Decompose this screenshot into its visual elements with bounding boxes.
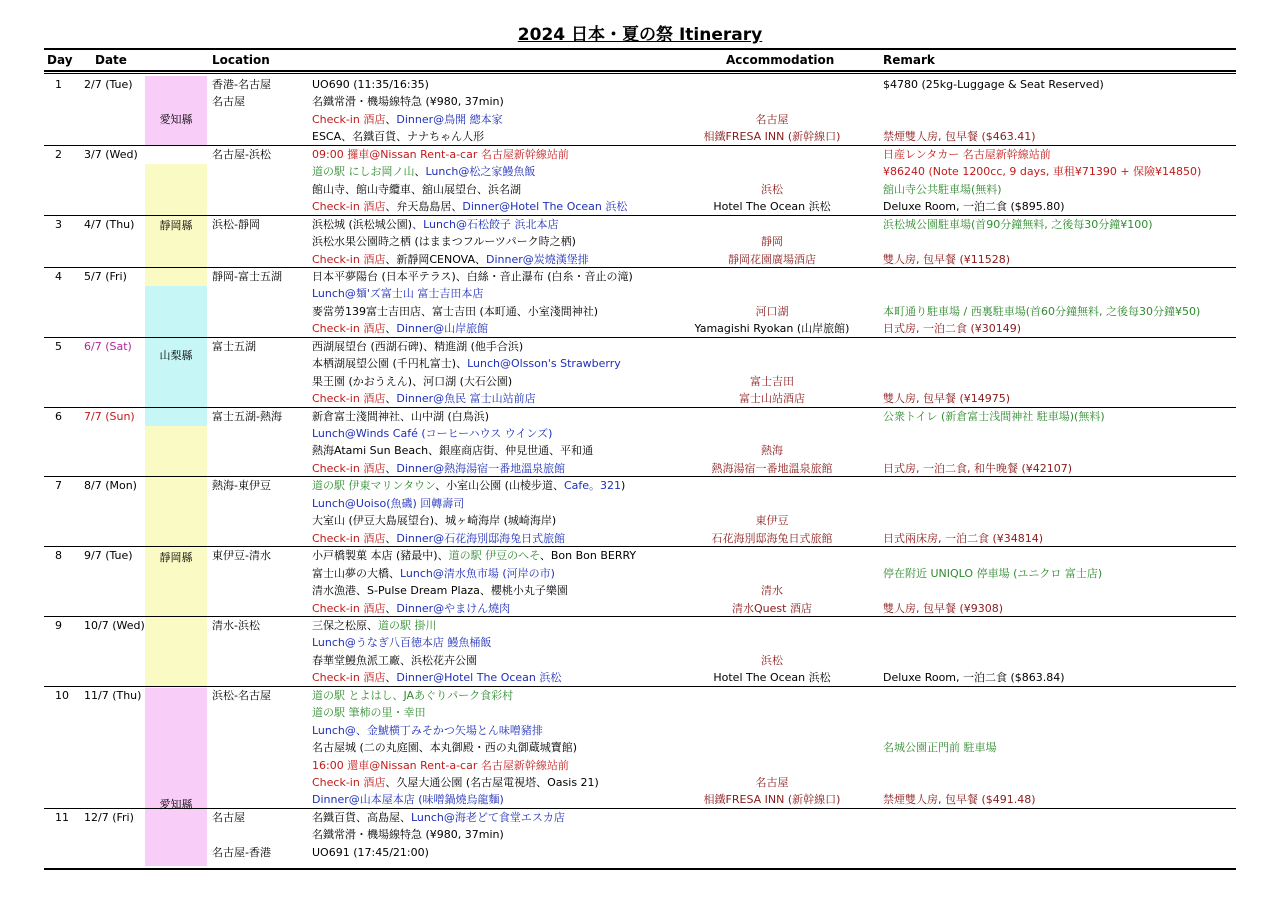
activity-cell: [312, 669, 561, 686]
activity-cell: [312, 425, 552, 442]
day-date: 5/7 (Fri): [84, 269, 127, 283]
activity-cell: [312, 442, 593, 459]
activity-segment: Cafe。321: [563, 479, 622, 493]
remark-cell: Deluxe Room, 一泊二食 ($895.80): [883, 200, 1065, 214]
location-cell: 富士五湖-熱海: [212, 409, 282, 423]
accommodation-cell: Yamagishi Ryokan (山岸旅館): [694, 322, 850, 336]
header-accommodation: Accommodation: [726, 53, 835, 67]
location-cell: 靜岡-富士五湖: [212, 269, 282, 283]
activity-cell: [312, 355, 621, 372]
activity-segment: Lunch@清水魚市場 (河岸の市): [400, 566, 555, 580]
accommodation-cell: Hotel The Ocean 浜松: [713, 200, 831, 214]
activity-cell: [312, 163, 535, 180]
header-bottom-rule-2: [44, 73, 1236, 74]
activity-segment: 道の駅 とよはし、JAあぐりパーク食彩村: [312, 688, 514, 702]
activity-cell: [312, 373, 512, 390]
location-cell: 東伊豆-清水: [212, 549, 271, 563]
remark-cell: 浜松城公園駐車場(首90分鐘無料, 之後每30分鐘¥100): [883, 217, 1153, 231]
remark-cell: 日式兩床房, 一泊二食 (¥34814): [883, 531, 1044, 545]
activity-cell: [312, 565, 555, 582]
remark-cell: 禁煙雙人房, 包早餐 ($463.41): [883, 130, 1036, 144]
remark-cell: 雙人房, 包早餐 (¥11528): [883, 252, 1011, 266]
activity-segment: UO691 (17:45/21:00): [312, 845, 429, 859]
activity-segment: 小戸橋製菓 本店 (豬最中)、: [312, 549, 449, 563]
activity-cell: [312, 477, 625, 494]
accommodation-cell: 富士吉田: [750, 374, 794, 388]
activity-segment: 本栖湖展望公園 (千円札富士)、: [312, 357, 468, 371]
activity-segment: 道の駅 筆柿の里・幸田: [312, 706, 426, 720]
remark-cell: 舘山寺公共駐車場(無料): [883, 182, 1002, 196]
activity-segment: Check-in 酒店: [312, 531, 386, 545]
day-date: 11/7 (Thu): [84, 688, 142, 702]
activity-segment: Check-in 酒店: [312, 671, 386, 685]
activity-segment: UO690 (11:35/16:35): [312, 78, 429, 91]
remark-cell: 雙人房, 包早餐 (¥14975): [883, 392, 1011, 406]
activity-segment: ): [621, 479, 626, 493]
location-cell: 名古屋-浜松: [212, 147, 271, 161]
activity-segment: Lunch@、金鯱横丁みそかつ矢場とん味噌豬排: [312, 723, 543, 737]
activity-segment: Lunch@松之家鰻魚飯: [425, 165, 536, 179]
activity-segment: 、: [414, 165, 426, 179]
header-top-rule: [44, 48, 1236, 50]
region-label: 愛知縣: [159, 798, 193, 811]
header-remark: Remark: [883, 53, 935, 67]
activity-segment: 、: [385, 531, 397, 545]
day-number: 1: [55, 78, 62, 91]
activity-cell: [312, 512, 556, 529]
location-cell: 香港-名古屋: [212, 78, 271, 91]
activity-segment: 、: [385, 112, 397, 126]
activity-cell: [312, 687, 513, 704]
activity-segment: Check-in 酒店: [312, 392, 386, 406]
activity-segment: 春華堂鰻魚派工廠、浜松花卉公園: [312, 653, 477, 667]
day-date: 12/7 (Fri): [84, 810, 134, 824]
activity-cell: [312, 652, 477, 669]
activity-segment: Check-in 酒店: [312, 776, 386, 789]
day-number: 5: [55, 339, 62, 353]
accommodation-cell: 石花海別邸海兔日式旅館: [711, 531, 833, 545]
location-cell: 名古屋: [212, 810, 245, 824]
activity-segment: 、弁天島島居、: [385, 200, 463, 214]
activity-segment: 道の駅 伊豆のへそ: [448, 549, 540, 563]
activity-segment: Check-in 酒店: [312, 252, 386, 266]
page-title: 2024 日本・夏の祭 Itinerary: [517, 25, 763, 45]
activity-segment: 名鐵常滑・機場線特急 (¥980, 37min): [312, 828, 504, 842]
remark-cell: 日式房, 一泊二食 (¥30149): [883, 322, 1022, 336]
activity-cell: [312, 111, 503, 128]
activity-segment: Dinner@やまけん燒肉: [396, 601, 511, 615]
day-date: 6/7 (Sat): [84, 339, 132, 353]
activity-segment: 浜松城 (浜松城公園): [312, 217, 413, 231]
accommodation-cell: Hotel The Ocean 浜松: [713, 671, 831, 685]
location-cell: 清水-浜松: [212, 618, 260, 632]
remark-cell: 禁煙雙人房, 包早餐 ($491.48): [883, 793, 1036, 807]
activity-cell: [312, 791, 504, 808]
region-band-aichi: [145, 688, 207, 866]
activity-segment: 日本平夢陽台 (日本平テラス)、白絲・音止瀑布 (白糸・音止の滝): [312, 269, 633, 283]
header-date: Date: [95, 53, 127, 67]
region-label: 山梨縣: [159, 349, 193, 362]
region-label: 靜岡縣: [159, 551, 193, 564]
day-number: 6: [55, 409, 62, 423]
activity-cell: [312, 251, 589, 268]
activity-segment: 名鐵百貨、高島屋、: [312, 810, 411, 824]
activity-cell: [312, 826, 504, 843]
activity-segment: 、Lunch@石松餃子 浜北本店: [412, 217, 559, 231]
activity-cell: [312, 617, 437, 634]
activity-segment: Dinner@魚民 富士山站前店: [396, 392, 536, 406]
day-number: 3: [55, 217, 62, 231]
activity-segment: 富士山夢の大橋、: [312, 566, 400, 580]
activity-segment: Check-in 酒店: [312, 200, 386, 214]
remark-cell: 公衆トイレ (新倉富士浅間神社 駐車場)(無料): [883, 409, 1105, 423]
activity-segment: 名古屋城 (二の丸庭園、本丸御殿・西の丸御蔵城寶館): [312, 741, 578, 755]
header-bottom-rule: [44, 70, 1236, 72]
activity-cell: [312, 530, 565, 547]
activity-cell: [312, 303, 598, 320]
accommodation-cell: 靜岡花園廣場酒店: [728, 252, 816, 266]
region-label: 愛知縣: [159, 113, 193, 126]
activity-segment: 16:00 還車@Nissan Rent-a-car 名古屋新幹線站前: [312, 758, 569, 772]
activity-cell: [312, 390, 536, 407]
activity-segment: 、新靜岡CENOVA、: [385, 252, 487, 266]
remark-cell: 名城公園正門前 駐車場: [883, 741, 997, 755]
accommodation-cell: 浜松: [761, 653, 783, 667]
activity-cell: [312, 320, 488, 337]
accommodation-cell: 清水Quest 酒店: [732, 601, 812, 615]
activity-cell: [312, 268, 633, 285]
activity-cell: [312, 757, 569, 774]
activity-segment: Lunch@麺'ズ富士山 富士吉田本店: [312, 287, 484, 301]
activity-segment: Dinner@山岸旅館: [396, 322, 489, 336]
activity-cell: [312, 338, 523, 355]
activity-segment: 、久屋大通公園 (名古屋電視塔、Oasis 21): [385, 776, 599, 789]
region-label: 靜岡縣: [159, 219, 193, 232]
activity-cell: [312, 146, 569, 163]
activity-segment: 、: [385, 601, 397, 615]
activity-segment: Lunch@海老どて食堂エスカ店: [411, 810, 565, 824]
activity-cell: [312, 408, 489, 425]
activity-segment: Lunch@Uoiso(魚磯) 回轉壽司: [312, 496, 465, 510]
activity-segment: Dinner@Hotel The Ocean 浜松: [396, 671, 562, 685]
activity-segment: 西湖展望台 (西湖石碑)、精進湖 (他手合浜): [312, 339, 524, 353]
activity-cell: [312, 704, 426, 721]
activity-segment: 名鐵常滑・機場線特急 (¥980, 37min): [312, 95, 504, 109]
activity-segment: 、: [385, 392, 397, 406]
activity-cell: [312, 495, 464, 512]
accommodation-cell: 名古屋: [755, 776, 789, 789]
activity-segment: Lunch@うなぎ八百徳本店 鰻魚桶飯: [312, 636, 492, 650]
activity-segment: 、: [385, 671, 397, 685]
activity-segment: 熱海Atami Sun Beach、銀座商店街、仲見世通、平和通: [312, 444, 594, 458]
location-cell: 浜松-名古屋: [212, 688, 271, 702]
activity-cell: [312, 216, 559, 233]
activity-cell: [312, 76, 429, 93]
location-cell: 富士五湖: [212, 339, 256, 353]
remark-cell: ¥86240 (Note 1200cc, 9 days, 車租¥71390 + 保險¥14850): [883, 165, 1202, 179]
activity-segment: 道の駅 掛川: [378, 618, 437, 632]
activity-segment: 清水漁港、S-Pulse Dream Plaza、櫻桃小丸子樂園: [312, 584, 568, 598]
day-date: 9/7 (Tue): [84, 549, 133, 563]
location-cell: 名古屋: [212, 95, 245, 109]
day-number: 2: [55, 147, 62, 161]
activity-cell: [312, 198, 627, 215]
header-day: Day: [47, 53, 73, 67]
activity-segment: 09:00 攞車@Nissan Rent-a-car 名古屋新幹線站前: [312, 147, 569, 161]
region-band-aichi: [145, 76, 207, 146]
activity-cell: [312, 634, 491, 651]
activity-segment: 浜松水果公園時之栖 (はままつフルーツパーク時之栖): [312, 235, 576, 249]
activity-segment: Dinner@山本屋本店 (味噌鍋燒烏龍麵): [312, 793, 504, 807]
day-date: 4/7 (Thu): [84, 217, 135, 231]
accommodation-cell: 名古屋: [755, 112, 789, 126]
table-bottom-rule: [44, 868, 1236, 870]
activity-segment: 道の駅 にしお岡ノ山: [312, 165, 415, 179]
accommodation-cell: 浜松: [761, 182, 783, 196]
activity-cell: [312, 233, 576, 250]
activity-cell: [312, 93, 504, 110]
remark-cell: Deluxe Room, 一泊二食 ($863.84): [883, 671, 1065, 685]
activity-segment: Dinner@炭燒漢堡排: [486, 252, 589, 266]
activity-segment: Lunch@Winds Café (コーヒーハウス ウインズ): [312, 427, 553, 440]
activity-segment: 、小室山公園 (山棱步道、: [435, 479, 564, 493]
accommodation-cell: 相鐵FRESA INN (新幹線口): [703, 793, 841, 807]
accommodation-cell: 相鐵FRESA INN (新幹線口): [703, 130, 841, 144]
remark-cell: 日産レンタカー 名古屋新幹線站前: [883, 147, 1051, 161]
accommodation-cell: 清水: [761, 584, 783, 598]
day-date: 2/7 (Tue): [84, 78, 133, 91]
day-number: 9: [55, 618, 62, 632]
accommodation-cell: 熱海湯宿一番地溫泉旅館: [711, 461, 833, 475]
activity-segment: 三保之松原、: [312, 618, 378, 632]
accommodation-cell: 靜岡: [761, 235, 783, 249]
day-number: 10: [55, 688, 69, 702]
activity-segment: Check-in 酒店: [312, 322, 386, 336]
activity-segment: 果王園 (かおうえん)、河口湖 (大石公園): [312, 374, 513, 388]
remark-cell: 本町通り駐車場 / 西裏駐車場(首60分鐘無料, 之後每30分鐘¥50): [883, 304, 1201, 318]
location-cell: 名古屋-香港: [212, 845, 271, 859]
activity-cell: [312, 582, 568, 599]
activity-segment: ESCA、名鐵百貨、ナナちゃん人形: [312, 130, 485, 144]
activity-cell: [312, 547, 636, 564]
accommodation-cell: 熱海: [761, 444, 783, 458]
accommodation-cell: 東伊豆: [755, 514, 789, 528]
activity-segment: Dinner@石花海別邸海兔日式旅館: [396, 531, 566, 545]
activity-segment: Dinner@Hotel The Ocean 浜松: [462, 200, 628, 214]
activity-segment: Check-in 酒店: [312, 461, 386, 475]
remark-cell: 雙人房, 包早餐 (¥9308): [883, 601, 1004, 615]
remark-cell: $4780 (25kg-Luggage & Seat Reserved): [883, 78, 1104, 91]
remark-cell: 日式房, 一泊二食, 和牛晚餐 (¥42107): [883, 461, 1073, 475]
header-location: Location: [212, 53, 270, 67]
activity-cell: [312, 181, 521, 198]
activity-segment: 、: [385, 461, 397, 475]
remark-cell: 停在附近 UNIQLO 停車場 (ユニクロ 富士店): [883, 566, 1103, 580]
activity-segment: Check-in 酒店: [312, 112, 386, 126]
activity-cell: [312, 600, 510, 617]
activity-cell: [312, 285, 483, 302]
day-number: 4: [55, 269, 62, 283]
activity-segment: 、: [385, 322, 397, 336]
day-number: 8: [55, 549, 62, 563]
activity-segment: 、Bon Bon BERRY: [539, 549, 637, 563]
accommodation-cell: 河口湖: [755, 304, 789, 318]
activity-segment: Lunch@Olsson's Strawberry: [467, 357, 621, 371]
location-cell: 浜松-靜岡: [212, 217, 260, 231]
day-number: 11: [55, 810, 69, 824]
activity-cell: [312, 809, 565, 826]
accommodation-cell: 富士山站酒店: [739, 392, 805, 406]
activity-segment: Dinner@鳥開 總本家: [396, 112, 503, 126]
activity-segment: Dinner@熱海湯宿一番地溫泉旅館: [396, 461, 566, 475]
activity-segment: 道の駅 伊東マリンタウン: [312, 479, 436, 493]
activity-segment: 大室山 (伊豆大島展望台)、城ヶ崎海岸 (城崎海岸): [312, 514, 557, 528]
activity-cell: [312, 460, 565, 477]
activity-cell: [312, 739, 577, 756]
day-date: 10/7 (Wed): [84, 618, 145, 632]
day-number: 7: [55, 479, 62, 493]
activity-segment: 麥當勞139富士吉田店、富士吉田 (本町通、小室淺間神社): [312, 304, 599, 318]
activity-cell: [312, 128, 484, 145]
activity-cell: [312, 844, 429, 861]
day-date: 7/7 (Sun): [84, 409, 135, 423]
activity-segment: 館山寺、館山寺纜車、舘山展望台、浜名湖: [312, 182, 521, 196]
activity-cell: [312, 774, 599, 791]
location-cell: 熱海-東伊豆: [212, 479, 271, 493]
day-date: 3/7 (Wed): [84, 147, 138, 161]
activity-cell: [312, 722, 543, 739]
activity-segment: Check-in 酒店: [312, 601, 386, 615]
activity-segment: 新倉富士淺間神社、山中湖 (白鳥浜): [312, 409, 490, 423]
day-date: 8/7 (Mon): [84, 479, 137, 493]
